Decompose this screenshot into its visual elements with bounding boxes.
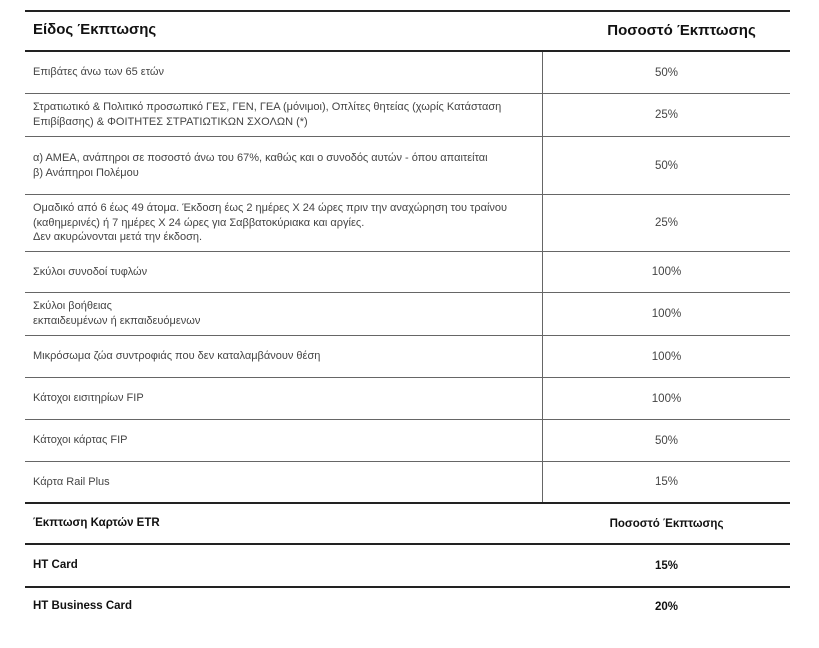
row-type [33, 195, 522, 251]
row-type-line: Σκύλοι βοήθειας [33, 300, 112, 313]
row-type: Κάρτα Rail Plus [33, 475, 110, 488]
row-percent: 15% [654, 476, 679, 488]
row-type-line: β) Ανάπηροι Πολέμου [33, 166, 139, 179]
table-row [25, 336, 790, 378]
etr-header-percent: Ποσοστό Έκπτωσης [609, 517, 724, 530]
row-type [33, 293, 522, 335]
discount-table [25, 10, 790, 625]
row-percent: 100% [651, 350, 682, 363]
header-discount-type: Είδος Έκπτωσης [33, 20, 157, 38]
row-type-line: Δεν ακυρώνονται μετά την έκδοση. [33, 231, 203, 244]
row-percent: 100% [651, 266, 682, 278]
row-percent: 25% [654, 109, 679, 121]
row-type: Στρατιωτικό & Πολιτικό προσωπικό ΓΕΣ, ΓΕΝ, ΓΕΑ (μόνιμοι), Οπλίτες θητείας (χωρίς Κατάσταση Επιβίβασης) & ΦΟΙΤΗΤΕΣ ΣΤΡΑΤΙΩΤΙΚΩΝ ΣΧΟΛΩΝ (*) [33, 101, 502, 128]
row-percent: 25% [654, 217, 679, 229]
etr-row-type: HT Business Card [33, 599, 133, 612]
table-row [25, 462, 790, 504]
table-row [25, 545, 790, 588]
row-percent: 100% [651, 308, 682, 320]
etr-row-type: HT Card [33, 558, 78, 571]
table-row [25, 52, 790, 94]
table-header-row [25, 10, 790, 52]
row-type-line: α) ΑΜΕΑ, ανάπηροι σε ποσοστό άνω του 67%, καθώς και ο συνοδός αυτών - όπου απαιτείται [33, 151, 488, 164]
row-type-line: Ομαδικό από 6 έως 49 άτομα. Έκδοση έως 2 ημέρες Χ 24 ώρες πριν την αναχώρηση του τραίνου (καθημερινές) ή 7 ημέρες Χ 24 ώρες για Σαββατοκύριακα και αργίες. [33, 201, 508, 229]
row-percent: 50% [654, 159, 679, 172]
table-row [25, 252, 790, 293]
row-type: Σκύλοι συνοδοί τυφλών [33, 265, 148, 278]
table-row [25, 420, 790, 462]
row-type: Επιβάτες άνω των 65 ετών [33, 66, 164, 79]
row-percent: 50% [654, 66, 679, 79]
etr-header-type: Έκπτωση Καρτών ETR [33, 516, 160, 529]
row-type: Κάτοχοι κάρτας FIP [33, 434, 128, 447]
table-row [25, 94, 790, 137]
row-type-line: εκπαιδευμένων ή εκπαιδευόμενων [33, 315, 201, 327]
row-type: Μικρόσωμα ζώα συντροφιάς που δεν καταλαμβάνουν θέση [33, 350, 321, 363]
etr-row-percent: 20% [654, 600, 679, 613]
table-row [25, 195, 790, 252]
row-percent: 100% [651, 392, 682, 405]
table-row [25, 378, 790, 420]
etr-row-percent: 15% [654, 559, 679, 572]
row-type [33, 137, 522, 194]
etr-header-row [25, 504, 790, 545]
table-row [25, 137, 790, 195]
table-row [25, 293, 790, 336]
header-discount-percent: Ποσοστό Έκπτωσης [607, 21, 756, 39]
row-type: Κάτοχοι εισιτηρίων FIP [33, 392, 144, 405]
table-row [25, 588, 790, 625]
row-percent: 50% [654, 434, 679, 447]
